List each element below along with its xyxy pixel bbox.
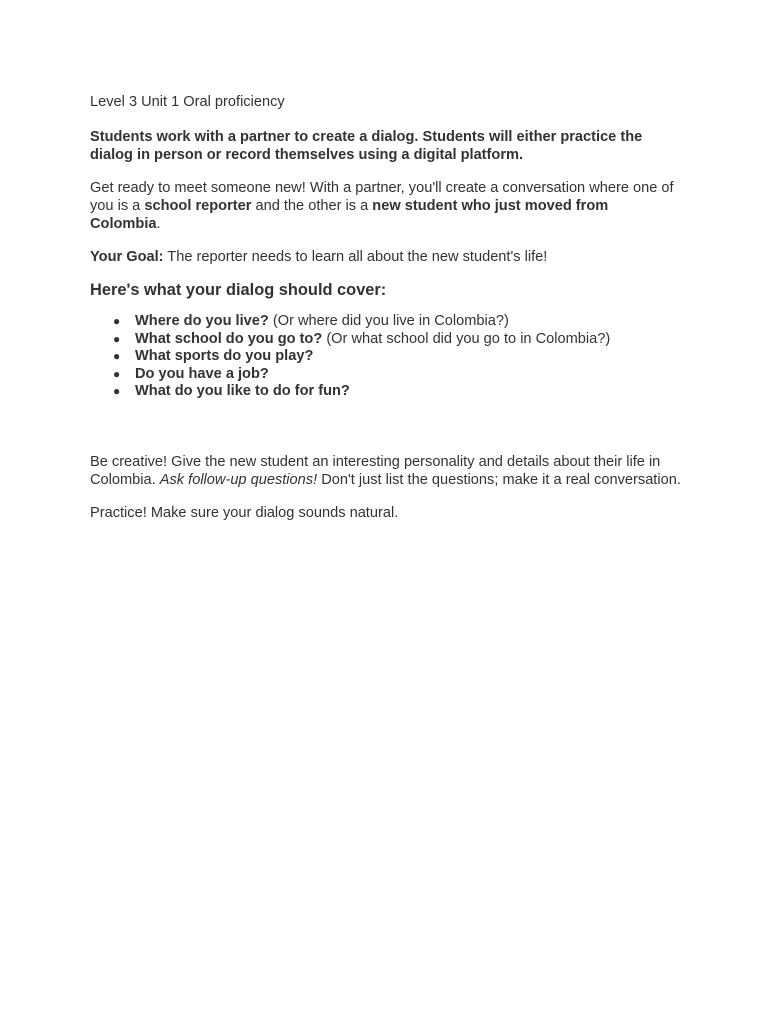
creative-text-2: Don't just list the questions; make it a real conversation. (317, 471, 681, 488)
question-text: What do you like to do for fun? (135, 383, 350, 400)
bullet-icon: ● (113, 314, 121, 328)
question-text: Do you have a job? (135, 365, 269, 382)
bullet-icon: ● (113, 384, 121, 399)
document-title: Level 3 Unit 1 Oral proficiency (90, 94, 285, 110)
creative-text-1: Be creative! Give the new student an interesting personality and details about their life in Colombia. (90, 453, 661, 488)
list-item (90, 313, 682, 331)
goal-paragraph (90, 248, 682, 266)
question-text: Where do you live? (135, 313, 269, 329)
list-item (90, 348, 682, 366)
goal-label: Your Goal: (90, 249, 164, 265)
instructions-paragraph: Students work with a partner to create a dialog. Students will either practice the dialog in person or record themselves using a digital platform. (90, 129, 643, 163)
intro-bold-new-student: new student who just moved from Colombia (90, 198, 609, 232)
document-page (90, 93, 682, 522)
cover-heading: Here's what your dialog should cover: (90, 281, 387, 299)
list-item (90, 366, 682, 384)
questions-list (90, 313, 682, 401)
list-item (90, 331, 682, 349)
bullet-icon: ● (113, 366, 121, 381)
question-text: What sports do you play? (135, 348, 314, 365)
list-item (90, 383, 682, 401)
creative-italic: Ask follow-up questions! (159, 471, 318, 488)
question-text: What school do you go to? (135, 330, 323, 347)
intro-text-2: and the other is a (251, 198, 373, 214)
creative-paragraph (90, 453, 682, 489)
intro-bold-school-reporter: school reporter (144, 198, 252, 214)
practice-paragraph: Practice! Make sure your dialog sounds natural. (90, 504, 399, 521)
intro-text-3: . (156, 216, 161, 232)
intro-text-1: Get ready to meet someone new! With a partner, you'll create a conversation where one of you is a (90, 180, 674, 214)
question-note: (Or what school did you go to in Colombia?) (322, 330, 611, 347)
question-note: (Or where did you live in Colombia?) (268, 313, 509, 329)
goal-text: The reporter needs to learn all about the new student's life! (163, 249, 548, 265)
intro-paragraph (90, 179, 682, 233)
bullet-icon: ● (113, 331, 121, 346)
bullet-icon: ● (113, 349, 121, 364)
